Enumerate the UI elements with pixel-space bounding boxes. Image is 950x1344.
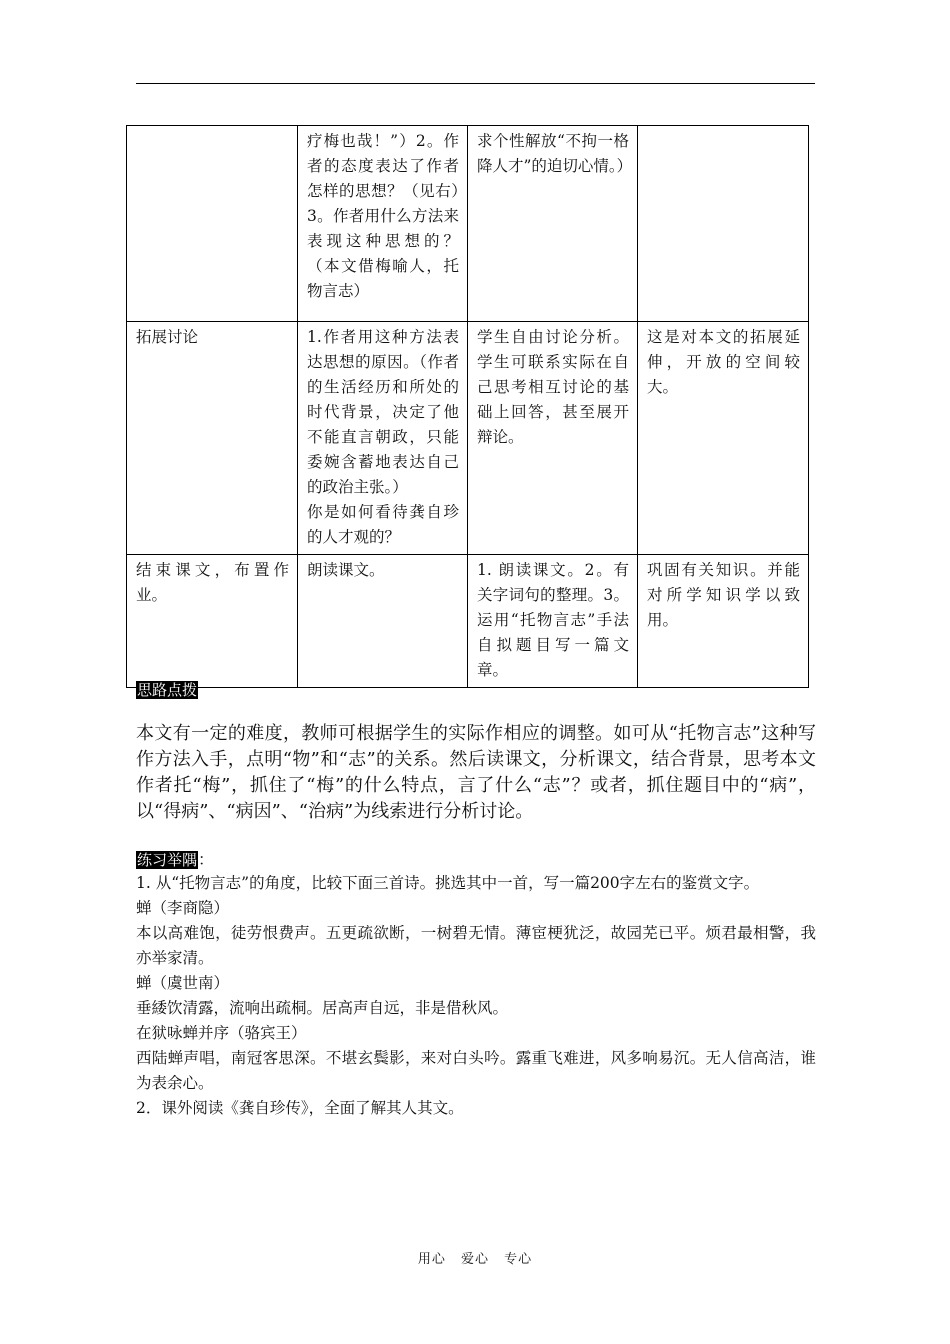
poem-title: 蝉（虞世南） [136, 974, 230, 992]
footer-word: 用心 [417, 1252, 446, 1267]
practice-item: 1. 从“托物言志”的角度，比较下面三首诗。挑选其中一首，写一篇200字左右的鉴赏文字。 [136, 874, 760, 892]
table-row [127, 555, 809, 688]
poem-text: 西陆蝉声唱，南冠客思深。不堪玄鬓影，来对白头吟。露重飞难进，风多响易沉。无人信高洁，谁为表余心。 [136, 1049, 816, 1092]
cell-purpose [638, 126, 809, 322]
cell-content-text: 1.作者用这种方法表达思想的原因。（作者的生活经历和所处的时代背景，决定了他不能直言朝政，只能委婉含蓄地表达自己的政治主张。） [307, 328, 459, 496]
header-rule [136, 83, 815, 84]
poem-title: 在狱咏蝉并序（骆宾王） [136, 1024, 307, 1042]
cell-content: 疗梅也哉！”）2。作者的态度表达了作者怎样的思想？（见右）3。作者用什么方法来表现这种思想的？（本文借梅喻人，托物言志） [298, 126, 468, 322]
practice-item: 2．课外阅读《龚自珍传》，全面了解其人其文。 [136, 1099, 464, 1117]
cell-purpose: 巩固有关知识。并能对所学知识学以致用。 [638, 555, 809, 688]
poem-text: 垂緌饮清露，流响出疏桐。居高声自远，非是借秋风。 [136, 999, 509, 1017]
cell-student-activity: 1. 朗读课文。2。有关字词句的整理。3。运用“托物言志”手法自拟题目写一篇文章。 [468, 555, 638, 688]
practice-list [136, 871, 816, 1121]
cell-content-question: 你是如何看待龚自珍的人才观的？ [307, 503, 459, 546]
thinking-paragraph: 本文有一定的难度，教师可根据学生的实际作相应的调整。如可从“托物言志”这种写作方法入手，点明“物”和“志”的关系。然后读课文，分析课文，结合背景，思考本文作者托“梅”，抓住了“梅”的什么特点，言了什么“志”？或者，抓住题目中的“病”，以“得病”、“病因”、“治病”为线索进行分析讨论。 [136, 723, 816, 822]
section-label-practice-wrap [136, 847, 214, 870]
footer-word: 爱心 [460, 1252, 489, 1267]
cell-purpose: 这是对本文的拓展延伸，开放的空间较大。 [638, 322, 809, 555]
cell-content: 朗读课文。 [298, 555, 468, 688]
page-footer [0, 1248, 950, 1267]
cell-step: 结束课文，布置作业。 [127, 555, 298, 688]
poem-text: 本以高难饱，徒劳恨费声。五更疏欲断，一树碧无情。薄宦梗犹泛，故园芜已平。烦君最相警，我亦举家清。 [136, 924, 816, 967]
section-label-colon: ： [198, 850, 215, 869]
cell-step [127, 126, 298, 322]
cell-step: 拓展讨论 [127, 322, 298, 555]
footer-word: 专心 [504, 1252, 533, 1267]
table-row [127, 322, 809, 555]
table-row [127, 126, 809, 322]
cell-student-activity: 求个性解放“不拘一格降人才”的迫切心情。） [468, 126, 638, 322]
section-label-practice: 练习举隅 [137, 851, 198, 869]
poem-title: 蝉（李商隐） [136, 899, 230, 917]
lesson-plan-table [126, 125, 809, 688]
section-label-thinking: 思路点拨 [137, 681, 198, 699]
cell-content [298, 322, 468, 555]
cell-student-activity: 学生自由讨论分析。学生可联系实际在自己思考相互讨论的基础上回答，甚至展开辩论。 [468, 322, 638, 555]
